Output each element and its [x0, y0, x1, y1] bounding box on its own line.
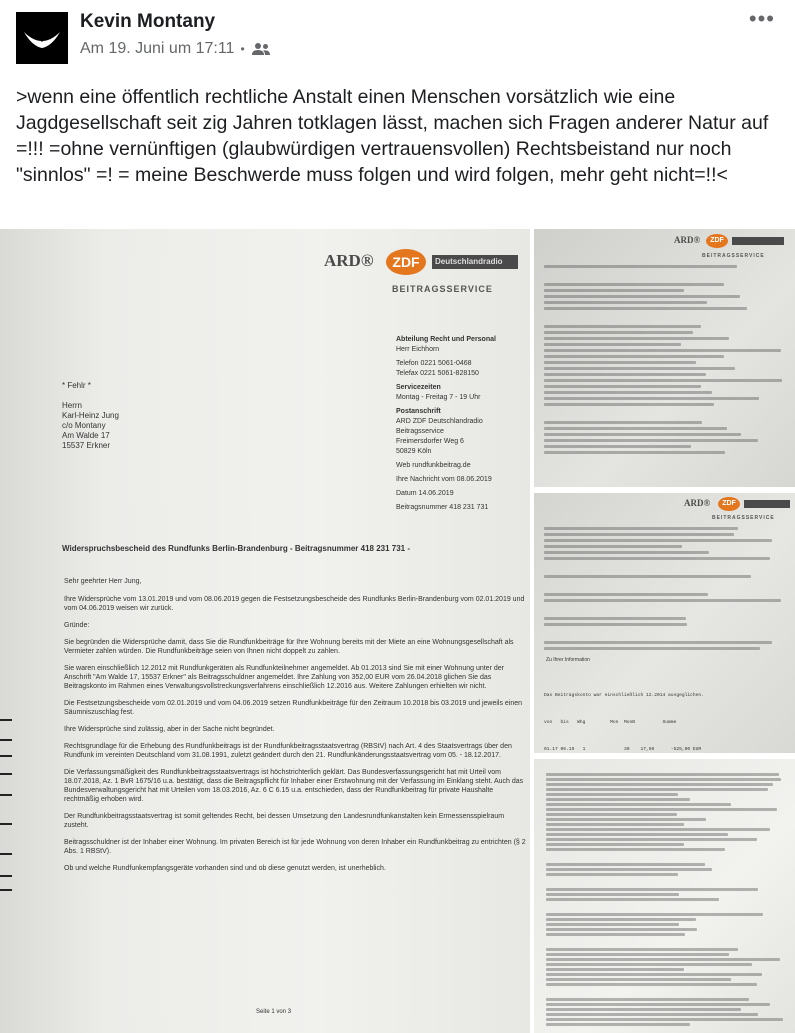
text-line	[544, 403, 714, 406]
text-line	[544, 295, 740, 298]
post-label: Postanschrift	[396, 408, 441, 415]
page-footer: Seite 1 von 3	[256, 1009, 292, 1015]
text-line	[546, 828, 770, 831]
fax: Telefax 0221 5061-828150	[396, 370, 479, 377]
ard-logo: ARD®	[674, 235, 701, 245]
post-date[interactable]: Am 19. Juni um 17:11	[80, 40, 235, 57]
letter-subject: Widerspruchsbescheid des Rundfunks Berlin-Brandenburg - Beitragsnummer 418 231 731 -	[62, 544, 411, 553]
avatar[interactable]	[16, 12, 68, 64]
ard-logo: ARD®	[684, 498, 711, 508]
doc-number: Beitragsnummer 418 231 731	[396, 504, 489, 511]
text-line	[544, 373, 706, 376]
beitragsservice-label: BEITRAGSSERVICE	[712, 515, 775, 521]
text-line	[546, 873, 678, 876]
margin-mark	[0, 719, 12, 721]
addr-line-2: Karl-Heinz Jung	[62, 411, 119, 420]
text-line	[546, 848, 725, 851]
text-line	[546, 863, 705, 866]
text-line	[544, 445, 691, 448]
text-line	[546, 928, 697, 931]
text-line	[544, 545, 682, 548]
text-line	[544, 533, 734, 536]
text-line	[544, 593, 708, 596]
text-line	[546, 998, 749, 1001]
addr-line-5: 15537 Erkner	[62, 441, 111, 450]
paragraph-6: Rechtsgrundlage für die Erhebung des Rundfunkbeitrags ist der Rundfunkbeitragsstaatsvertrag (RBStV) nach Art. 4 des Staatsvertrags über den Rundfunk im vereinten Deutschland vom 31.08.1991, zuletzt geändert durch den 21. Rundfunkänderungsstaatsvertrag vom 05. - 18.12.2017.	[64, 743, 512, 759]
addr-line-3: c/o Montany	[62, 421, 106, 430]
text-line	[546, 808, 777, 811]
text-line	[546, 838, 757, 841]
margin-mark	[0, 794, 12, 796]
addr-line-4: Am Walde 17	[62, 431, 110, 440]
margin-mark	[0, 755, 12, 757]
text-line	[546, 973, 762, 976]
margin-mark	[0, 773, 12, 775]
web: Web rundfunkbeitrag.de	[396, 462, 471, 469]
dept-name: Herr Eichhorn	[396, 346, 440, 353]
text-line	[544, 421, 702, 424]
paragraph-2: Sie begründen die Widersprüche damit, dass Sie die Rundfunkbeiträge für Ihre Wohnung bereits mit der Miete an eine Wohnungsgesellschaft als Vermieter zahlen würden. Die Rundfunkbeiträge seien von Ihnen nicht doppelt zu zahlen.	[64, 639, 514, 655]
text-line	[546, 793, 678, 796]
text-line	[546, 983, 757, 986]
text-line	[546, 843, 684, 846]
text-line	[544, 641, 772, 644]
text-line	[544, 397, 759, 400]
text-line	[544, 617, 686, 620]
doc-date: Datum 14.06.2019	[396, 490, 454, 497]
photo-side-2[interactable]	[534, 493, 795, 753]
margin-mark	[0, 889, 12, 891]
avatar-logo-icon	[16, 12, 68, 64]
gruende: Gründe:	[64, 622, 90, 629]
text-line	[544, 527, 738, 530]
text-line	[546, 888, 758, 891]
text-line	[546, 963, 752, 966]
text-line	[544, 337, 729, 340]
text-line	[544, 379, 782, 382]
ard-logo: ARD®	[324, 251, 374, 270]
post-line-2: Beitragsservice	[396, 428, 444, 435]
photo-side-1[interactable]	[534, 229, 795, 487]
friends-icon[interactable]	[251, 42, 271, 56]
ref: Ihre Nachricht vom 08.06.2019	[396, 476, 492, 483]
text-line	[544, 325, 701, 328]
zdf-logo: ZDF	[386, 249, 426, 275]
text-line	[544, 349, 781, 352]
margin-mark	[0, 739, 12, 741]
beitragsservice-label: BEITRAGSSERVICE	[392, 284, 493, 294]
info-label: Zu Ihrer Information	[546, 657, 590, 663]
text-line	[546, 978, 731, 981]
meta-separator: •	[240, 42, 245, 56]
text-line	[546, 968, 684, 971]
text-line	[546, 818, 706, 821]
beitragsservice-label: BEITRAGSSERVICE	[702, 253, 765, 259]
text-line	[544, 451, 725, 454]
text-line	[546, 833, 728, 836]
post-text: >wenn eine öffentlich rechtliche Anstalt einen Menschen vorsätzlich wie eine Jagdgesellschaft seit zig Jahren totklagen lässt, machen sich Fragen anderer Natur auf =!!! =ohne vernünftigen (glaubwürdigen vertrauensvollen) Rechtsbeistand nur noch "sinnlos" =! = meine Beschwerde muss folgen und wird folgen, mehr geht nicht=!!<	[16, 86, 769, 186]
salutation: Sehr geehrter Herr Jung,	[64, 578, 142, 585]
dept: Abteilung Recht und Personal	[396, 336, 496, 343]
text-line	[544, 265, 737, 268]
text-line	[546, 773, 779, 776]
text-line	[546, 948, 738, 951]
photo-side-3[interactable]	[534, 759, 795, 1033]
letter-body	[64, 577, 528, 873]
text-line	[546, 1008, 741, 1011]
text-line	[546, 778, 781, 781]
text-line	[544, 331, 693, 334]
text-line	[546, 898, 719, 901]
table-row: 01.17 06.19 1 30 17,50 -525,00 EUR	[544, 747, 702, 752]
addr-line-1: Herrn	[62, 401, 83, 410]
text-line	[544, 647, 760, 650]
paragraph-7: Die Verfassungsmäßigkeit des Rundfunkbeitragsstaatsvertrags ist höchstrichterlich geklärt. Das Bundesverfassungsgericht hat mit Urteil vom 18.07.2018, Az. 1 BvR 1675/16 u.a. bestätigt, dass die Beitragspflicht für Inhaber einer Erstwohnung mit der Verfassung im Einklang steht. Auch das Bundesverwaltungsgericht hat mit Urteilen vom 18.03.2016, Az. 6 C 6.15 u.a. entschieden, dass der Rundfunkbeitrag für private Haushalte rechtmäßig erhoben wird.	[64, 769, 524, 803]
author-name[interactable]: Kevin Montany	[80, 11, 216, 32]
sender-block	[396, 335, 528, 513]
margin-mark	[0, 823, 12, 825]
hours: Montag - Freitag 7 - 19 Uhr	[396, 394, 481, 401]
zdf-logo: ZDF	[706, 234, 728, 248]
balance-line: Das Beitragskonto war einschließlich 12.2014 ausgeglichen.	[544, 693, 704, 698]
paragraph-5: Ihre Widersprüche sind zulässig, aber in der Sache nicht begründet.	[64, 726, 275, 733]
text-line	[546, 868, 712, 871]
paragraph-4: Die Festsetzungsbescheide vom 02.01.2019 und vom 04.06.2019 setzen Rundfunkbeiträge für den Zeitraum 10.2018 bis 03.2019 und jeweils einen Säumniszuschlag fest.	[64, 700, 523, 716]
text-line	[546, 1003, 770, 1006]
text-line	[544, 599, 781, 602]
text-line	[544, 307, 747, 310]
text-line	[544, 289, 684, 292]
paragraph-3: Sie waren einschließlich 12.2012 mit Rundfunkgeräten als Rundfunkteilnehmer angemeldet. Ab 01.2013 sind Sie mit einer Wohnung unter der Anschrift "Am Walde 17, 15537 Erkner" als Beitragsschuldner angemeldet. Ihre Zahlung von 352,00 EUR vom 26.04.2018 glichen Sie das Beitragskonto im Rahmen eines Verwaltungsvollstreckungsverfahrens einschließlich 12.2016 aus. Weitere Zahlungen erhielten wir nicht.	[64, 665, 504, 690]
text-line	[546, 1013, 758, 1016]
text-line	[546, 823, 684, 826]
paragraph-9: Beitragsschuldner ist der Inhaber einer Wohnung. Im privaten Bereich ist für jede Wohnung von deren Inhaber ein Rundfunkbeitrag zu entrichten (§ 2 Abs. 1 RBStV).	[64, 839, 526, 855]
text-line	[544, 427, 727, 430]
margin-mark	[0, 853, 12, 855]
fax-tag: * Fehlr *	[62, 381, 91, 390]
text-line	[546, 798, 690, 801]
text-line	[544, 361, 696, 364]
hours-label: Servicezeiten	[396, 384, 441, 391]
text-line	[544, 343, 681, 346]
text-line	[546, 1023, 690, 1026]
text-line	[546, 953, 729, 956]
text-line	[544, 439, 758, 442]
text-line	[544, 551, 709, 554]
zdf-logo: ZDF	[718, 497, 740, 511]
text-line	[546, 958, 780, 961]
text-line	[544, 355, 724, 358]
deutschlandradio-logo	[744, 500, 790, 508]
post-meta	[80, 40, 271, 58]
text-line	[546, 783, 773, 786]
text-line	[544, 623, 687, 626]
deutschlandradio-logo	[732, 237, 784, 245]
deutschlandradio-logo: Deutschlandradio	[432, 255, 518, 269]
text-line	[544, 433, 741, 436]
text-line	[544, 367, 735, 370]
text-line	[544, 391, 712, 394]
post-header	[0, 0, 795, 70]
margin-mark	[0, 875, 12, 877]
text-line	[546, 913, 763, 916]
text-line	[544, 539, 772, 542]
text-line	[546, 803, 731, 806]
post-line-3: Freimersdorfer Weg 6	[396, 438, 464, 445]
text-line	[544, 557, 770, 560]
paragraph-8: Der Rundfunkbeitragsstaatsvertrag ist somit geltendes Recht, bei dessen Umsetzung den Landesrundfunkanstalten kein Ermessensspielraum zusteht.	[64, 813, 505, 829]
photo-gallery	[0, 229, 795, 1033]
post-line-4: 50829 Köln	[396, 448, 432, 455]
text-line	[546, 1018, 783, 1021]
text-line	[546, 933, 685, 936]
text-line	[544, 575, 751, 578]
address-block	[62, 401, 262, 451]
text-line	[544, 385, 701, 388]
phone: Telefon 0221 5061-0468	[396, 360, 472, 367]
post-line-1: ARD ZDF Deutschlandradio	[396, 418, 483, 425]
table-header: von bis Whg Mon MonB Summe	[544, 720, 677, 725]
text-line	[546, 918, 696, 921]
text-line	[544, 301, 707, 304]
paragraph-1: Ihre Widersprüche vom 13.01.2019 und vom 08.06.2019 gegen die Festsetzungsbescheide des Rundfunks Berlin-Brandenburg vom 02.01.2019 und vom 04.06.2019 weisen wir zurück.	[64, 596, 525, 612]
more-options-icon[interactable]: •••	[748, 6, 775, 31]
text-line	[546, 813, 677, 816]
text-line	[544, 283, 724, 286]
text-line	[546, 788, 768, 791]
text-line	[546, 893, 679, 896]
photo-main[interactable]	[0, 229, 530, 1033]
text-line	[546, 923, 679, 926]
paragraph-10: Ob und welche Rundfunkempfangsgeräte vorhanden sind und ob diese genutzt werden, ist unerheblich.	[64, 865, 386, 872]
